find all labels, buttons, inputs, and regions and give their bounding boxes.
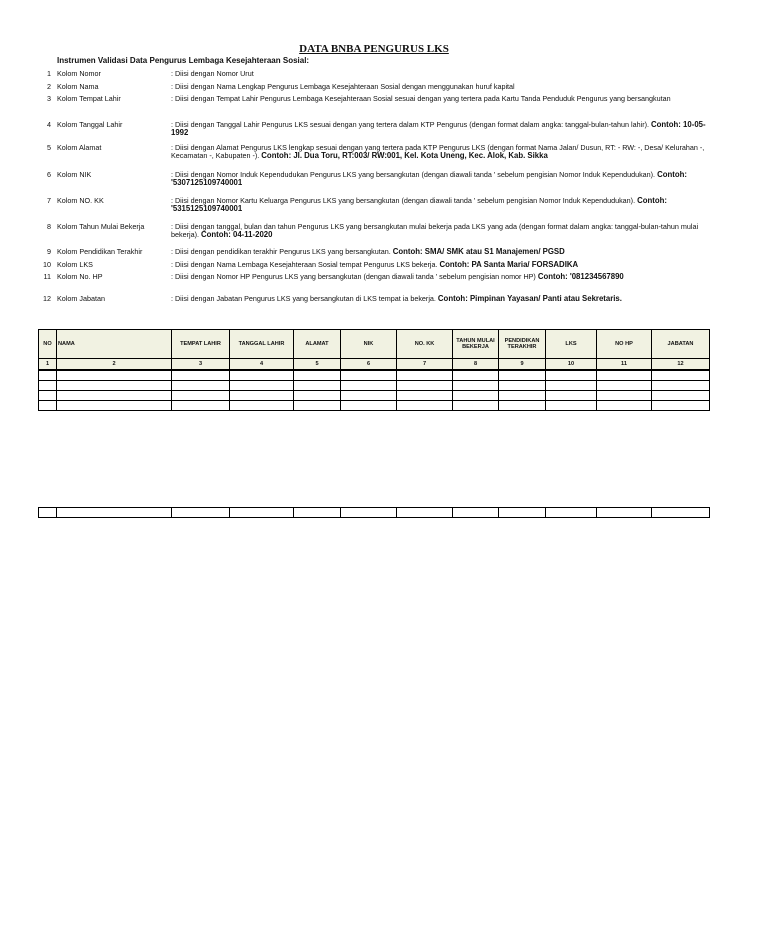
table-cell[interactable] (172, 508, 230, 518)
instruction-number: 9 (47, 247, 51, 256)
table-cell[interactable] (499, 370, 546, 381)
instruction-desc: : Diisi dengan Nomor Urut (171, 69, 254, 78)
table-cell[interactable] (652, 508, 710, 518)
instruction-number: 3 (47, 94, 51, 103)
column-number: 2 (57, 359, 172, 371)
table-cell[interactable] (546, 381, 597, 391)
table-cell[interactable] (294, 508, 341, 518)
table-cell[interactable] (453, 370, 499, 381)
table-cell[interactable] (39, 401, 57, 411)
instruction-desc: : Diisi dengan Tempat Lahir Pengurus Lembaga Kesejahteraan Sosial sesuai dengan yang tertera pada Kartu Tanda Penduduk Pengurus yang bersangkutan (171, 94, 671, 103)
header-no-hp: NO HP (597, 330, 652, 359)
table-cell[interactable] (499, 508, 546, 518)
instruction-example: Contoh: SMA/ SMK atau S1 Manajemen/ PGSD (392, 247, 565, 256)
instruction-label: Kolom NO. KK (57, 196, 104, 205)
header-nama: NAMA (57, 330, 172, 359)
table-row[interactable] (39, 401, 710, 411)
instruction-label: Kolom Jabatan (57, 294, 105, 303)
table-cell[interactable] (546, 508, 597, 518)
table-cell[interactable] (57, 401, 172, 411)
instruction-desc: : Diisi dengan Nama Lengkap Pengurus Lembaga Kesejahteraan Sosial dengan menggunakan huruf kapital (171, 82, 515, 91)
column-number: 8 (453, 359, 499, 371)
table-cell[interactable] (597, 508, 652, 518)
instruction-number: 1 (47, 69, 51, 78)
instruction-number: 8 (47, 222, 51, 231)
table-cell[interactable] (172, 381, 230, 391)
table-header-row (39, 330, 710, 359)
column-number: 10 (546, 359, 597, 371)
bottom-table-row (38, 507, 710, 518)
instruction-number: 7 (47, 196, 51, 205)
instruction-label: Kolom Tanggal Lahir (57, 120, 123, 129)
instruction-desc: : Diisi dengan Jabatan Pengurus LKS yang bersangkutan di LKS tempat ia bekerja. Contoh: Pimpinan Yayasan/ Panti atau Sekretaris. (171, 294, 622, 303)
instruction-number: 4 (47, 120, 51, 129)
table-cell[interactable] (397, 508, 453, 518)
column-number: 7 (397, 359, 453, 371)
table-row[interactable] (39, 508, 710, 518)
table-cell[interactable] (499, 391, 546, 401)
table-cell[interactable] (341, 508, 397, 518)
table-cell[interactable] (453, 401, 499, 411)
instruction-label: Kolom Nama (57, 82, 99, 91)
table-cell[interactable] (294, 401, 341, 411)
table-cell[interactable] (397, 381, 453, 391)
instruction-example: Contoh: 04-11-2020 (200, 230, 273, 240)
table-cell[interactable] (341, 381, 397, 391)
table-cell[interactable] (499, 401, 546, 411)
table-cell[interactable] (546, 391, 597, 401)
table-cell[interactable] (230, 401, 294, 411)
instruction-number: 2 (47, 82, 51, 91)
table-cell[interactable] (172, 370, 230, 381)
column-number: 1 (39, 359, 57, 371)
table-cell[interactable] (652, 381, 710, 391)
column-number: 6 (341, 359, 397, 371)
table-cell[interactable] (341, 391, 397, 401)
instruction-label: Kolom Tahun Mulai Bekerja (57, 222, 145, 231)
instruction-label: Kolom Alamat (57, 143, 102, 152)
header-nik: NIK (341, 330, 397, 359)
instruction-label: Kolom NIK (57, 170, 92, 179)
instruction-desc: : Diisi dengan Nomor Kartu Keluarga Pengurus LKS yang bersangkutan (dengan diawali tanda ' sebelum pengisian Nomor Induk Kependudukan). Contoh: '5315125109740001 (171, 196, 667, 214)
table-row[interactable] (39, 381, 710, 391)
table-cell[interactable] (652, 391, 710, 401)
instruction-desc: : Diisi dengan tanggal, bulan dan tahun Pengurus LKS yang bersangkutan mulai bekerja pada LKS yang ada (dengan format dalam angka: tanggal-bulan-tahun mulai bekerja). Contoh: 04-11-2020 (171, 222, 699, 240)
table-cell[interactable] (39, 370, 57, 381)
table-cell[interactable] (453, 508, 499, 518)
table-cell[interactable] (230, 370, 294, 381)
instruction-desc: : Diisi dengan pendidikan terakhir Pengurus LKS yang bersangkutan. Contoh: SMA/ SMK atau S1 Manajemen/ PGSD (171, 247, 565, 256)
table-cell[interactable] (39, 508, 57, 518)
table-cell[interactable] (597, 370, 652, 381)
instruction-desc: : Diisi dengan Tanggal Lahir Pengurus LKS sesuai dengan yang tertera dalam KTP Pengurus (dengan format dalam angka: tanggal-bulan-tahun lahir). Contoh: 10-05-1992 (171, 120, 706, 138)
column-number: 3 (172, 359, 230, 371)
header-tanggal-lahir: TANGGAL LAHIR (230, 330, 294, 359)
instruction-example: Contoh: Pimpinan Yayasan/ Panti atau Sekretaris. (437, 294, 622, 303)
column-number: 12 (652, 359, 710, 371)
pengurus-table (38, 329, 710, 411)
instruction-example: Contoh: '5315125109740001 (171, 196, 667, 214)
table-cell[interactable] (499, 381, 546, 391)
table-cell[interactable] (57, 381, 172, 391)
table-row[interactable] (39, 370, 710, 381)
page-subtitle: Instrumen Validasi Data Pengurus Lembaga Kesejahteraan Sosial: (57, 56, 310, 65)
table-cell[interactable] (230, 381, 294, 391)
page-title: DATA BNBA PENGURUS LKS (299, 43, 449, 55)
instruction-number: 10 (43, 260, 51, 269)
instruction-label: Kolom Pendidikan Terakhir (57, 247, 143, 256)
table-cell[interactable] (294, 381, 341, 391)
table-cell[interactable] (652, 401, 710, 411)
table-cell[interactable] (294, 370, 341, 381)
table-cell[interactable] (57, 391, 172, 401)
table-cell[interactable] (597, 401, 652, 411)
table-cell[interactable] (57, 370, 172, 381)
column-number: 11 (597, 359, 652, 371)
table-cell[interactable] (341, 370, 397, 381)
column-number: 9 (499, 359, 546, 371)
table-cell[interactable] (652, 370, 710, 381)
instruction-example: Contoh: PA Santa Maria/ FORSADIKA (439, 260, 579, 269)
table-cell[interactable] (294, 391, 341, 401)
header-pendidikan-terakhir: PENDIDIKAN TERAKHIR (499, 330, 546, 359)
instruction-example: Contoh: '081234567890 (537, 272, 624, 281)
header-no-kk: NO. KK (397, 330, 453, 359)
table-number-row (39, 359, 710, 371)
table-cell[interactable] (597, 391, 652, 401)
table-cell[interactable] (453, 381, 499, 391)
instruction-label: Kolom LKS (57, 260, 93, 269)
table-cell[interactable] (39, 381, 57, 391)
instruction-number: 5 (47, 143, 51, 152)
table-cell[interactable] (453, 391, 499, 401)
header-jabatan: JABATAN (652, 330, 710, 359)
instruction-number: 12 (43, 294, 51, 303)
column-number: 4 (230, 359, 294, 371)
instruction-number: 6 (47, 170, 51, 179)
instruction-desc: : Diisi dengan Alamat Pengurus LKS lengkap sesuai dengan yang tertera pada KTP Pengurus LKS (dengan format Nama Jalan/ Dusun, RT: - RW: -, Desa/ Kelurahan -, Kecamatan -, Kabupaten -). Contoh: Jl. Dua Toru, RT:003/ RW:001, Kel. Kota Uneng, Kec. Alok, Kab. Sikka (171, 143, 705, 161)
table-cell[interactable] (546, 370, 597, 381)
instruction-example: Contoh: 10-05-1992 (171, 120, 706, 138)
instruction-number: 11 (43, 272, 51, 281)
header-no: NO (39, 330, 57, 359)
instruction-desc: : Diisi dengan Nomor Induk Kependudukan Pengurus LKS yang bersangkutan (dengan diawali tanda ' sebelum pengisian Nomor Induk Kependudukan). Contoh: '5307125109740001 (171, 170, 687, 188)
instruction-desc: : Diisi dengan Nomor HP Pengurus LKS yang bersangkutan (dengan diawali tanda ' sebelum pengisian nomor HP) Contoh: '081234567890 (171, 272, 624, 281)
instruction-desc: : Diisi dengan Nama Lembaga Kesejahteraan Sosial tempat Pengurus LKS bekerja. Contoh: PA Santa Maria/ FORSADIKA (171, 260, 579, 269)
table-cell[interactable] (172, 391, 230, 401)
instruction-label: Kolom No. HP (57, 272, 103, 281)
instruction-example: Contoh: '5307125109740001 (171, 170, 687, 188)
header-tahun-mulai-bekerja: TAHUN MULAI BEKERJA (453, 330, 499, 359)
table-cell[interactable] (397, 391, 453, 401)
table-cell[interactable] (172, 401, 230, 411)
table-cell[interactable] (341, 401, 397, 411)
header-lks: LKS (546, 330, 597, 359)
table-cell[interactable] (546, 401, 597, 411)
header-alamat: ALAMAT (294, 330, 341, 359)
header-tempat-lahir: TEMPAT LAHIR (172, 330, 230, 359)
column-number: 5 (294, 359, 341, 371)
table-cell[interactable] (230, 508, 294, 518)
table-row[interactable] (39, 391, 710, 401)
table-cell[interactable] (397, 401, 453, 411)
instruction-example: Contoh: Jl. Dua Toru, RT:003/ RW:001, Kel. Kota Uneng, Kec. Alok, Kab. Sikka (261, 151, 548, 161)
table-cell[interactable] (39, 391, 57, 401)
instruction-label: Kolom Nomor (57, 69, 101, 78)
table-cell[interactable] (57, 508, 172, 518)
instruction-label: Kolom Tempat Lahir (57, 94, 121, 103)
table-cell[interactable] (230, 391, 294, 401)
table-cell[interactable] (597, 381, 652, 391)
table-cell[interactable] (397, 370, 453, 381)
